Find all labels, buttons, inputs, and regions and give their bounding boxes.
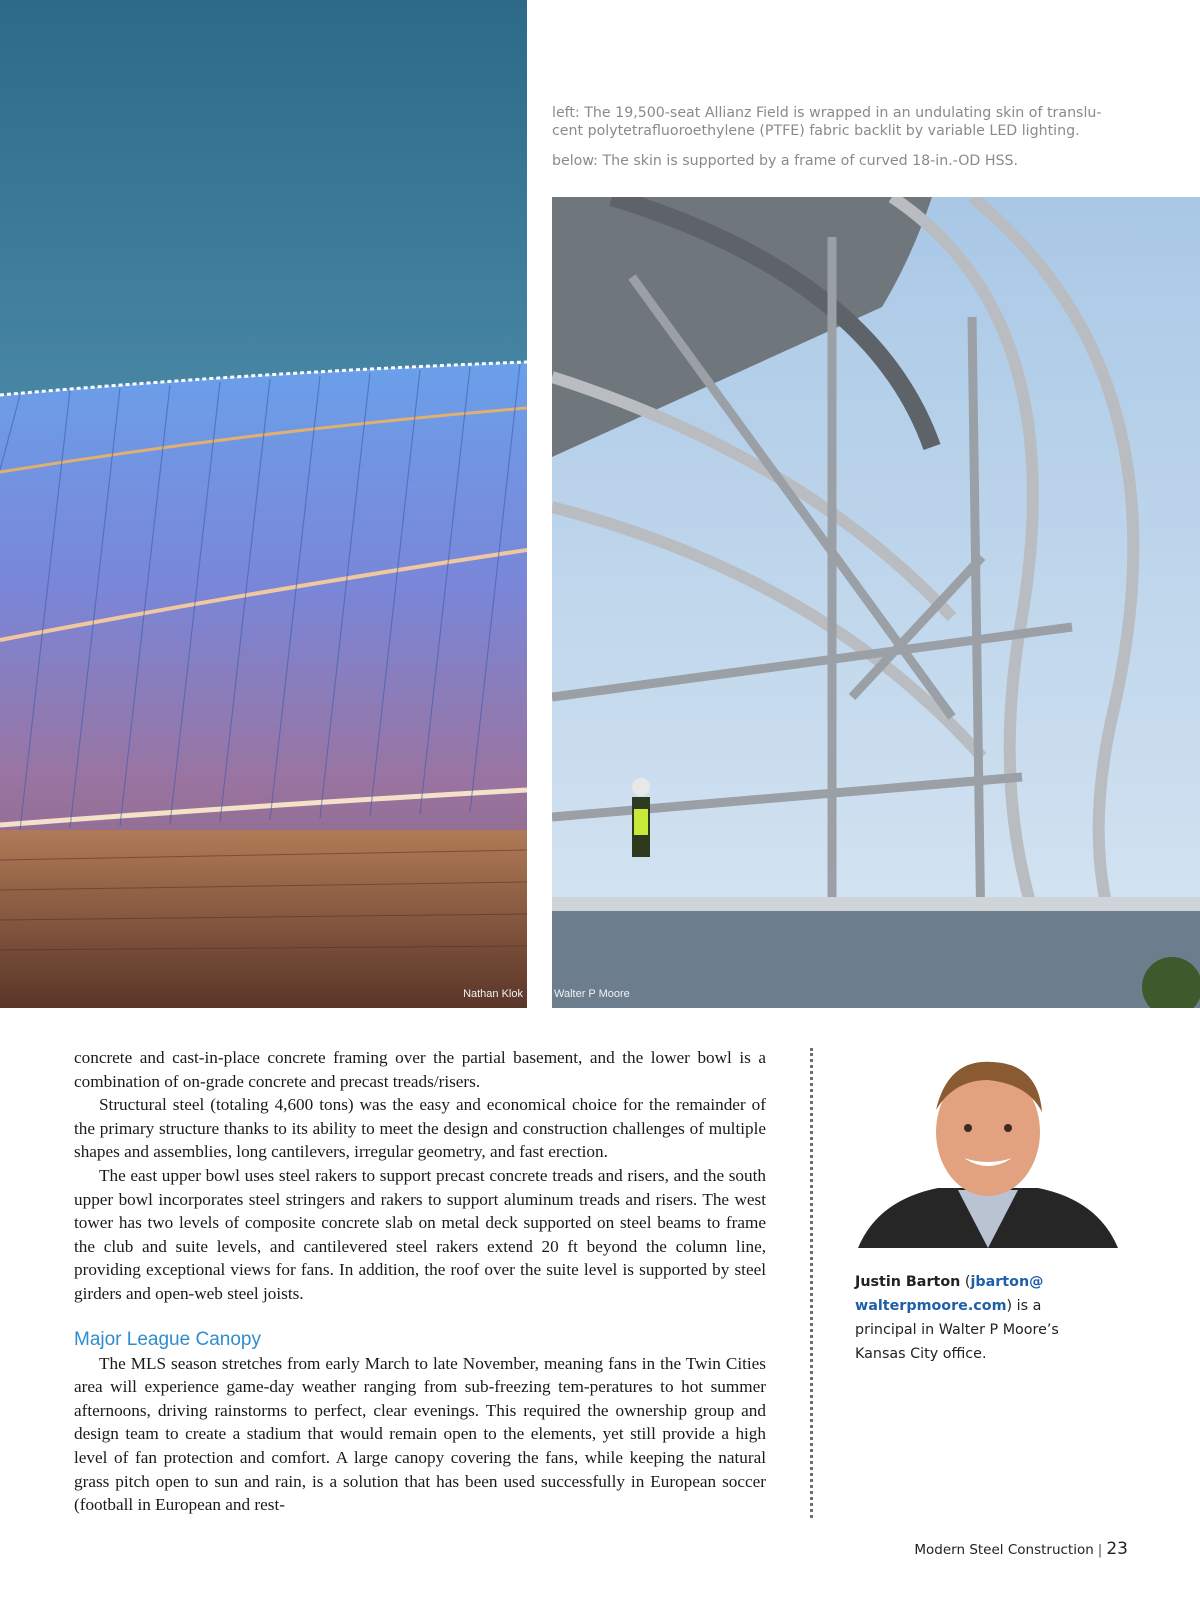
author-bio-text: ( [960,1274,971,1290]
article-paragraph: The MLS season stretches from early March to late November, meaning fans in the Twin Cities area will experience game-day weather ranging from sub-freezing tem-peratures to hot summer afternoons, driving rainstorms to perfect, clear evenings. This required the ownership group and design team to create a stadium that would remain open to the elements, yet still provide a high level of fan protection and comfort. A large canopy covering the fans, while keeping the natural grass pitch open to sun and rain, is a solution that has been used successfully in European soccer (football in European and rest- [74,1353,766,1515]
publication-name: Modern Steel Construction [914,1542,1094,1558]
footer-separator: | [1097,1542,1103,1558]
caption-left: left: The 19,500-seat Allianz Field is wrapped in an undulating skin of translu-cent polytetrafluoroethylene (PTFE) fabric backlit by variable LED lighting. [552,105,1102,139]
photo-captions [552,104,1132,182]
stadium-skin-photo [0,0,527,1008]
author-bio-text: ) is a principal in Walter P Moore’s Kansas City office. [855,1298,1059,1362]
author-bio [855,1270,1085,1366]
hss-frame-photo [552,197,1200,1008]
page-number: 23 [1106,1539,1128,1559]
photo-credit: Nathan Klok [463,988,523,1000]
article-paragraph: Structural steel (totaling 4,600 tons) was the easy and economical choice for the remainder of the primary structure thanks to its ability to meet the design and construction challenges of multiple shapes and assemblies, long cantilevers, irregular geometry, and fast erection. [74,1095,766,1162]
author-headshot [858,1050,1118,1248]
author-name: Justin Barton [855,1274,961,1290]
column-divider [810,1048,813,1518]
section-heading: Major League Canopy [74,1328,261,1350]
caption-below: below: The skin is supported by a frame of curved 18-in.-OD HSS. [552,153,1019,169]
article-paragraph: concrete and cast-in-place concrete framing over the partial basement, and the lower bowl is a combination of on-grade concrete and precast treads/risers. [74,1048,766,1091]
photo-credit: Walter P Moore [554,988,630,1000]
article-paragraph: The east upper bowl uses steel rakers to support precast concrete treads and risers, and the south upper bowl incorporates steel stringers and rakers to support aluminum treads and risers. The west tower has two levels of composite concrete slab on metal deck supported on steel beams to frame the club and suite levels, and cantilevered steel rakers extend 20 ft beyond the column line, providing exceptional views for fans. In addition, the roof over the suite level is supported by steel girders and open-web steel joists. [74,1165,766,1303]
page-footer [914,1539,1128,1559]
author-email-link[interactable]: jbarton@ walterpmoore.com [855,1274,1044,1314]
article-body [74,1046,766,1517]
